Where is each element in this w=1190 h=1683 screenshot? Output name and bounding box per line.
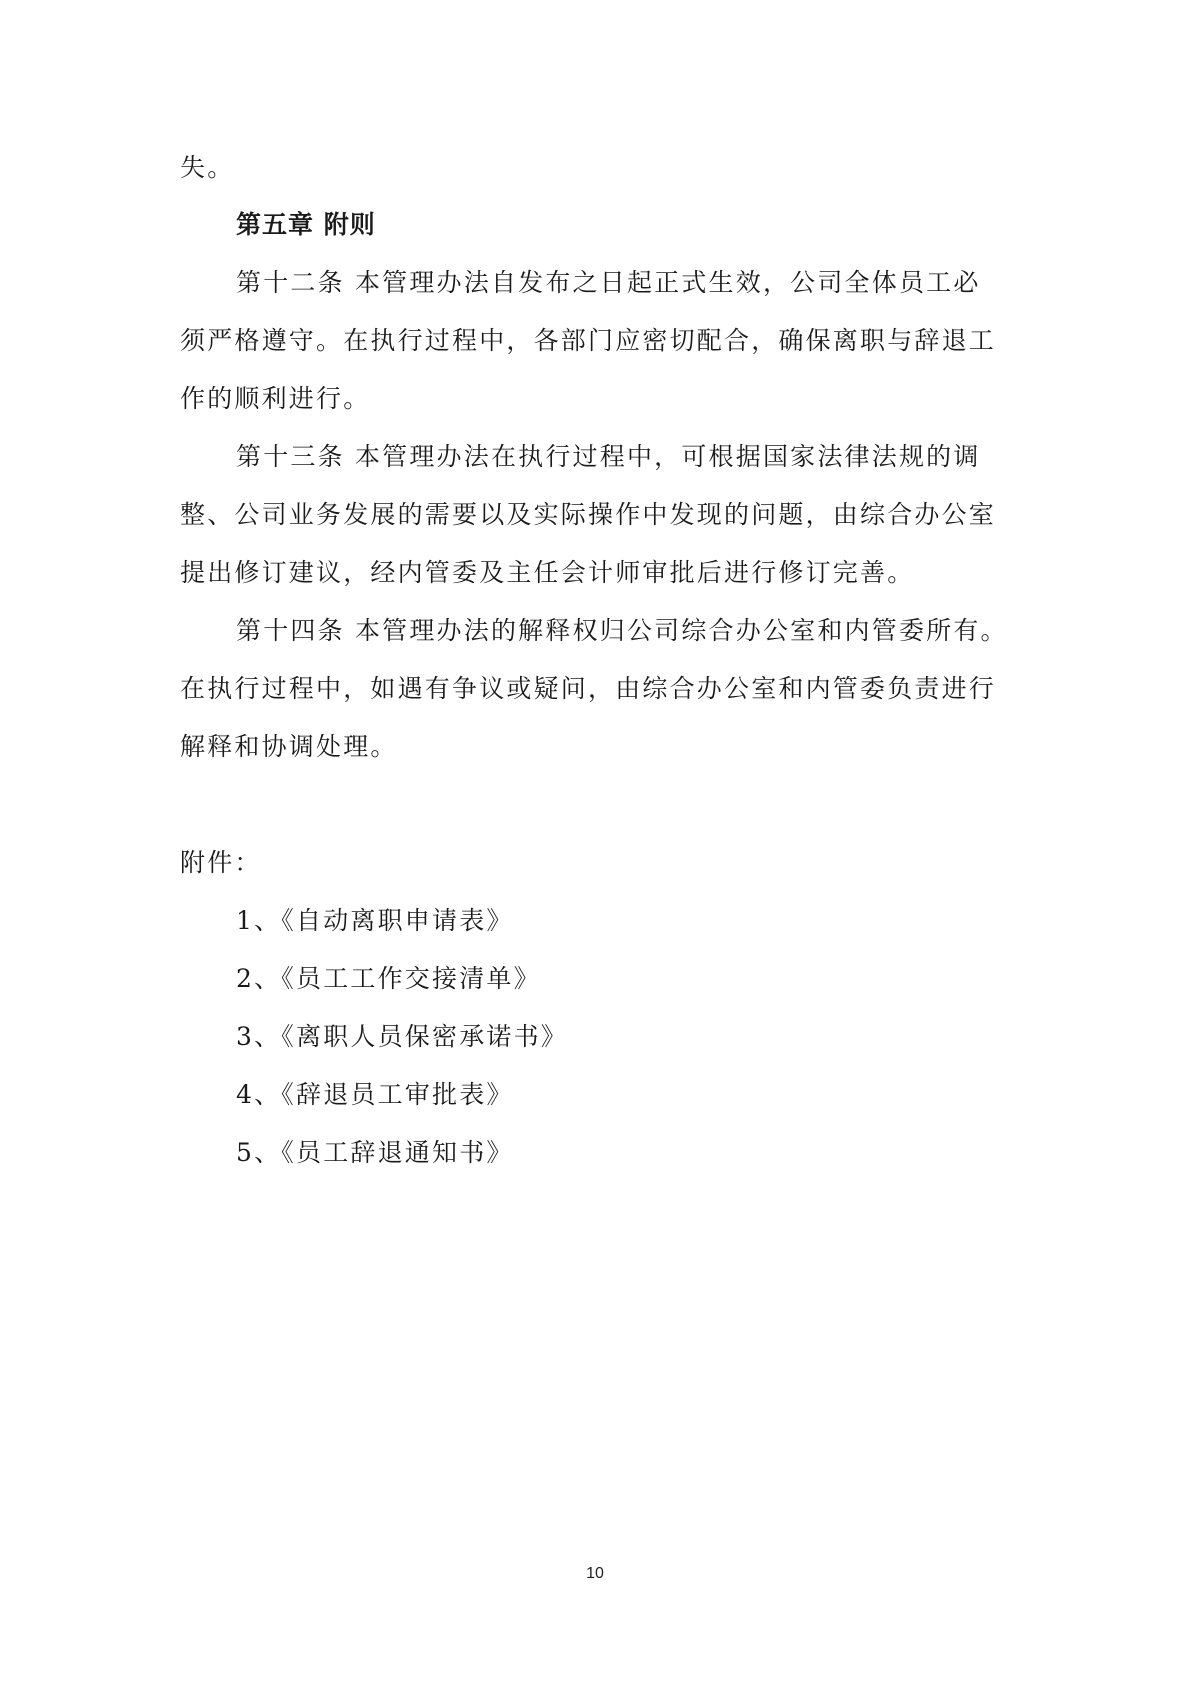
page-number: 10: [586, 1565, 604, 1582]
article-13-line-1: 第十三条 本管理办法在执行过程中，可根据国家法律法规的调: [236, 442, 981, 471]
continuation-text: 失。: [180, 153, 235, 182]
attachment-item: 3、《离职人员保密承诺书》: [236, 1022, 569, 1051]
attachments-label: 附件：: [180, 848, 262, 877]
article-14-line-3: 解释和协调处理。: [180, 732, 398, 761]
article-13-line-2: 整、公司业务发展的需要以及实际操作中发现的问题，由综合办公室: [180, 500, 997, 529]
attachment-item: 4、《辞退员工审批表》: [236, 1080, 514, 1109]
article-12-line-2: 须严格遵守。在执行过程中，各部门应密切配合，确保离职与辞退工: [180, 326, 997, 355]
attachment-item: 1、《自动离职申请表》: [236, 906, 514, 935]
article-14-line-1: 第十四条 本管理办法的解释权归公司综合办公室和内管委所有。: [236, 616, 1008, 645]
attachment-item: 2、《员工工作交接清单》: [236, 964, 541, 993]
article-12-line-1: 第十二条 本管理办法自发布之日起正式生效，公司全体员工必: [236, 268, 981, 297]
article-14-line-2: 在执行过程中，如遇有争议或疑问，由综合办公室和内管委负责进行: [180, 674, 997, 703]
article-12-line-3: 作的顺利进行。: [180, 384, 371, 413]
attachment-item: 5、《员工辞退通知书》: [236, 1138, 514, 1167]
article-13-line-3: 提出修订建议，经内管委及主任会计师审批后进行修订完善。: [180, 558, 915, 587]
chapter-heading: 第五章 附则: [236, 210, 376, 239]
